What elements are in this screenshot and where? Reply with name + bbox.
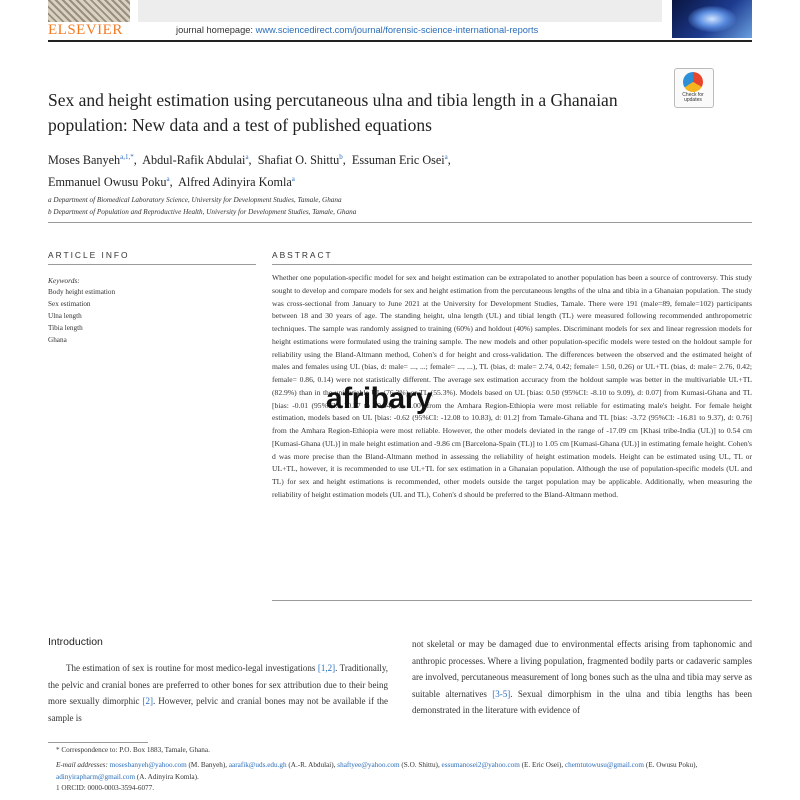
email-owner: (E. Eric Osei), (519, 761, 565, 769)
abstract-bottom-divider (272, 600, 752, 601)
title-divider (48, 222, 752, 223)
body-text: . Sexual dimorphism in the ulna and tibia lengths has been demonstrated in the literature with evidence of (412, 688, 752, 716)
author-line-2: Emmanuel Owusu Poku$^a$, Alfred Adinyira Komla$^a$ (48, 175, 295, 190)
correspondence-note: * Correspondence to: P.O. Box 1883, Tamale, Ghana. (56, 746, 210, 754)
introduction-heading: Introduction (48, 636, 103, 648)
keywords-label: Keywords: (48, 276, 80, 285)
body-column-right (412, 636, 752, 719)
email-link[interactable]: adinyirapharm@gmail.com (56, 773, 136, 781)
author-list (48, 148, 748, 192)
citation-link[interactable]: [1,2] (317, 663, 336, 673)
body-text: The estimation of sex is routine for most medico-legal investigations (66, 663, 318, 673)
abstract-heading: ABSTRACT (272, 250, 333, 260)
email-owner: (S.O. Shittu), (399, 761, 442, 769)
abstract-divider (272, 264, 752, 265)
body-text: not skeletal or may be damaged due to environmental effects arising from taphonomic and anthropic processes. Where a living population, fragmented bodily parts or cadaveric samples are involved, percutaneous measurement of long bones such as the ulna and tibia may serve as suitable alternatives (412, 639, 752, 699)
keyword-item: Sex estimation (48, 300, 91, 308)
article-title: Sex and height estimation using percutaneous ulna and tibia length in a Ghanaian population: New data and a test of published equations (48, 90, 618, 135)
email-owner: (A. Adinyira Komla). (135, 773, 199, 781)
homepage-label: journal homepage: (176, 25, 256, 35)
affiliation-b: b Department of Population and Reproductive Health, University for Development Studies, Tamale, Ghana (48, 208, 357, 216)
keyword-item: Ulna length (48, 312, 82, 320)
abstract-text: Whether one population-specific model for sex and height estimation can be extrapolated to another population has been a source of controversy. This study sought to develop and compare models for sex and height estimation from the percutaneous lengths of the ulna and tibia in a Ghanaian population. The study was cross-sectional from January to June 2021 at the University for Development Studies, Tamale. There were 191 (male=89, female=102) participants between 18 and 30 years of age. The standing height, ulna length (UL) and tibial length (TL) were measured following recommended anthropometric techniques. The sample was randomly assigned to training (60%) and holdout (40%) samples. Discriminant models for sex and linear regression models for height estimations were formulated using the training sample. The new models and other population-specific models were tested on the holdout sample for reliability using the Bland-Altmann method, Cohen's d for height and cross-validation. The differences between the observed and the estimated height of males and females using UL (bias, d: male= ..., ...; female= ..., ...), TL (bias, d: male= 2.74, 0.42; female= 1.50, 0.26) or UL+TL (bias, d: male= 2.76, 0.42; female= 0.86, 0.14) were not statistically different. The average sex estimation accuracy from the holdout sample was better in the multivariable UL+TL (82.9%) than in the univariable UL (76.3%) or TL (55.3%). Models based on UL [bias: 0.50 (95%CI: -8.10 to 9.09), d: 0.07] from Kumasi-Ghana and TL [bias: -0.01 (95%CI: -10.37 to 10.34), d: 0.00] from the Amhara Region-Ethiopia were most reliable for estimating male's height. For female height estimation, models based on UL [bias: -0.62 (95%CI: -12.08 to 10.83), d: 01.2] from Tamale-Ghana and TL [bias: -3.72 (95%CI: -16.81 to 9.37), d: 0.76] from the Amhara Region-Ethiopia were most reliable. However, the other models deviated in the range of -17.09 cm [Khasi tribe-India (UL)] to 0.54 cm [Kumasi-Ghana (UL)] in male height estimation and -9.86 cm [Barcelona-Spain (TL)] to 1.05 cm [Kumasi-Ghana (UL)] in estimating female height. Cohen's d was more precise than the Bland-Altmann method in assessing the reliability of height estimation models. Height can be estimated using UL, TL or UL+TL, however, it is recommended to use UL+TL for sex estimation in a Ghanaian population. Although the use of population-specific models (UL and TL) for sex and height estimations is recommended, other models outside the target population may be applicable. Additionally, when measuring the reliability of height estimation models (UL and TL), Cohen's d should be preferred to the Bland-Altmann method. (272, 273, 752, 499)
publisher-logo: ELSEVIER (48, 22, 123, 38)
email-link[interactable]: aarafik@uds.edu.gh (228, 761, 287, 769)
orcid-note: 1 ORCID: 0000-0003-3594-6077. (56, 784, 155, 792)
body-text: . Traditionally, the pelvic and cranial bones are preferred to other bones for sex attribution due to their being more sexually dimorphic (48, 663, 388, 707)
journal-banner (138, 0, 662, 22)
afribary-watermark: afribary (326, 382, 433, 415)
email-link[interactable]: mosesbanyeh@yahoo.com (109, 761, 187, 769)
check-for-updates-icon (683, 72, 703, 92)
body-column-left (48, 660, 388, 726)
keyword-item: Ghana (48, 336, 67, 344)
author-affil-marker[interactable]: a (444, 153, 448, 161)
journal-homepage (176, 25, 538, 35)
footnote-divider (48, 742, 148, 743)
journal-cover-glow (688, 6, 736, 32)
author-name[interactable]: Shafiat O. Shittu (257, 153, 340, 168)
email-link[interactable]: shaftyee@yahoo.com (337, 761, 400, 769)
check-for-updates-label: Check for updates (682, 92, 704, 103)
citation-link[interactable]: [3-5] (492, 688, 511, 699)
author-name[interactable]: Essuman Eric Osei (351, 153, 445, 168)
keyword-item: Body height estimation (48, 288, 116, 296)
keyword-item: Tibia length (48, 324, 83, 332)
email-owner: (E. Owusu Poku), (644, 761, 698, 769)
homepage-link[interactable]: www.sciencedirect.com/journal/forensic-science-international-reports (255, 25, 539, 35)
article-info-divider (48, 264, 256, 265)
author-affil-marker[interactable]: a (291, 175, 295, 184)
author-name[interactable]: Abdul-Rafik Abdulai (142, 153, 246, 168)
author-affil-marker[interactable]: a,1,* (120, 153, 134, 161)
author-name[interactable]: Alfred Adinyira Komla (178, 175, 292, 190)
email-owner: (M. Banyeh), (186, 761, 229, 769)
email-link[interactable]: chemtutowusu@gmail.com (564, 761, 645, 769)
author-line-1: Moses Banyeh$^{a,1,*}$, Abdul-Rafik Abdulai$^a$, Shafiat O. Shittu$^b$, Essuman Eric Osei$^a$, (48, 153, 451, 168)
citation-link[interactable]: [2] (142, 696, 153, 707)
article-info-heading: ARTICLE INFO (48, 250, 130, 260)
email-owner: (A.-R. Abdulai), (286, 761, 338, 769)
body-text: . However, pelvic and cranial bones may not be available if the sample is (48, 696, 388, 723)
affiliation-a: a Department of Biomedical Laboratory Science, University for Development Studies, Tamale, Ghana (48, 196, 342, 204)
author-affil-marker[interactable]: a (245, 153, 249, 161)
email-addresses (56, 759, 756, 783)
elsevier-tree-logo (48, 0, 130, 22)
author-affil-marker[interactable]: a (166, 175, 170, 184)
header-divider (48, 40, 752, 42)
email-link[interactable]: essumanosei2@yahoo.com (441, 761, 520, 769)
author-affil-marker[interactable]: b (339, 153, 343, 161)
email-label: E-mail addresses: (56, 761, 110, 769)
author-name[interactable]: Moses Banyeh (48, 153, 121, 168)
author-name[interactable]: Emmanuel Owusu Poku (48, 175, 167, 190)
